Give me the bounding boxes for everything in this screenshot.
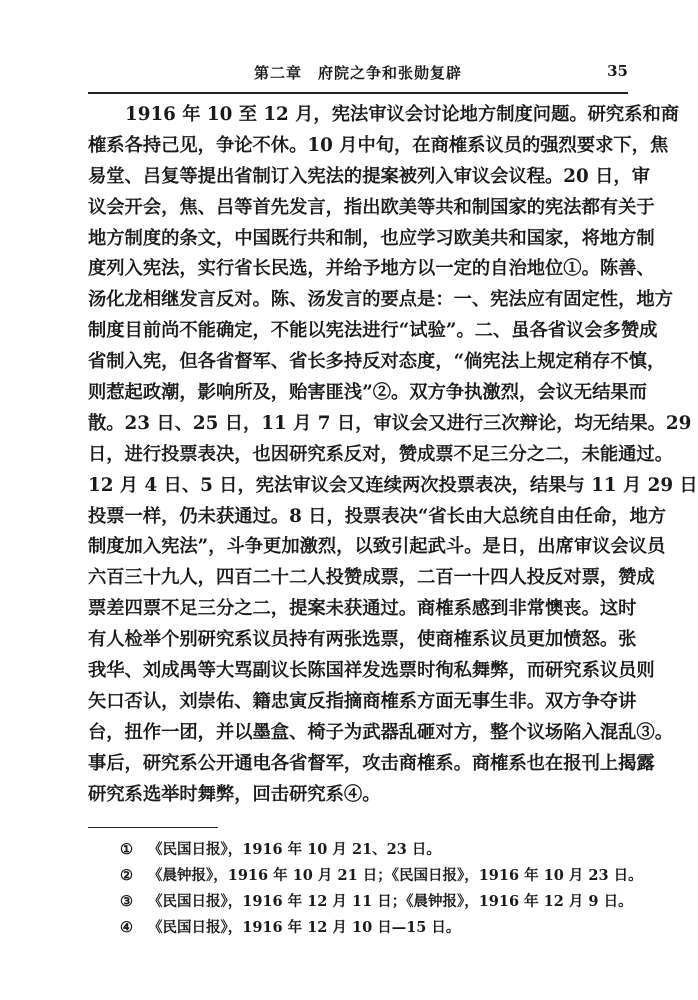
text-line: 投票一样，仍未获通过。8 日，投票表决“省长由大总统自由任命，地方	[88, 505, 667, 527]
text-line: 则惹起政潮，影响所及，贻害匪浅”②。双方争执激烈，会议无结果而	[88, 382, 647, 404]
header-rule	[88, 92, 628, 94]
text-line: 我华、刘成禺等大骂副议长陈国祥发选票时徇私舞弊，而研究系议员则	[88, 660, 655, 682]
page-number: 35	[607, 62, 628, 80]
footnotes	[120, 837, 643, 941]
text-line: 易堂、吕复等提出省制订入宪法的提案被列入审议会议程。20 日，审	[88, 165, 650, 187]
running-header	[88, 62, 628, 88]
footnote-text: 《民国日报》，1916 年 12 月 10 日—15 日。	[148, 919, 461, 936]
footnote-mark: ①	[120, 841, 133, 858]
footnote-mark: ③	[120, 893, 133, 910]
text-line: 散。23 日、25 日，11 月 7 日，审议会又进行三次辩论，均无结果。29	[88, 412, 692, 434]
footnote	[120, 889, 633, 915]
text-line: 省制入宪，但各省督军、省长多持反对态度，“倘宪法上规定稍存不慎，	[88, 351, 666, 373]
text-line: 矢口否认，刘崇佑、籍忠寅反指摘商榷系方面无事生非。双方争夺讲	[88, 690, 637, 712]
chapter-title: 第二章 府院之争和张勋复辟	[253, 64, 462, 82]
text-line: 制度目前尚不能确定，不能以宪法进行“试验”。二、虽各省议会多赞成	[88, 320, 658, 342]
footnote-text: 《晨钟报》，1916 年 10 月 21 日；《民国日报》，1916 年 10 月 23 日。	[148, 867, 643, 884]
footnote	[120, 837, 620, 863]
text-line: 地方制度的条文，中国既行共和制，也应学习欧美共和国家，将地方制	[88, 227, 655, 249]
footnote	[120, 915, 620, 941]
text-line: 度列入宪法，实行省长民选，并给予地方以一定的自治地位①。陈善、	[88, 258, 655, 280]
text-line: 1916 年 10 至 12 月，宪法审议会讨论地方制度问题。研究系和商	[125, 104, 680, 125]
text-line: 议会开会，焦、吕等首先发言，指出欧美等共和制国家的宪法都有关于	[88, 196, 655, 218]
footnote	[120, 863, 643, 889]
text-line: 六百三十九人，四百二十二人投赞成票，二百一十四人投反对票，赞成	[88, 567, 655, 589]
text-line: 日，进行投票表决，也因研究系反对，赞成票不足三分之二，未能通过。	[88, 443, 673, 465]
text-line: 票差四票不足三分之二，提案未获通过。商榷系感到非常懊丧。这时	[88, 598, 637, 620]
body-paragraph	[88, 100, 698, 810]
text-line: 榷系各持己见，争论不休。10 月中旬，在商榷系议员的强烈要求下，焦	[88, 134, 669, 156]
text-line: 汤化龙相继发言反对。陈、汤发言的要点是：一、宪法应有固定性，地方	[88, 289, 673, 311]
footnote-separator	[88, 827, 218, 828]
text-line: 事后，研究系公开通电各省督军，攻击商榷系。商榷系也在报刊上揭露	[88, 752, 655, 774]
footnote-text: 《民国日报》，1916 年 10 月 21、23 日。	[148, 841, 441, 858]
text-line: 制度加入宪法”，斗争更加激烈，以致引起武斗。是日，出席审议会议员	[88, 536, 666, 558]
text-line: 研究系选举时舞弊，回击研究系④。	[88, 783, 381, 805]
footnote-mark: ②	[120, 867, 133, 884]
text-line: 12 月 4 日、5 日，宪法审议会又连续两次投票表决，结果与 11 月 29 日	[88, 474, 698, 496]
text-line: 台，扭作一团，并以墨盒、椅子为武器乱砸对方，整个议场陷入混乱③。	[88, 721, 673, 743]
text-line: 有人检举个别研究系议员持有两张选票，使商榷系议员更加愤怒。张	[88, 629, 637, 651]
footnote-text: 《民国日报》，1916 年 12 月 11 日；《晨钟报》，1916 年 12 月 9 日。	[148, 893, 633, 910]
footnote-mark: ④	[120, 919, 133, 936]
